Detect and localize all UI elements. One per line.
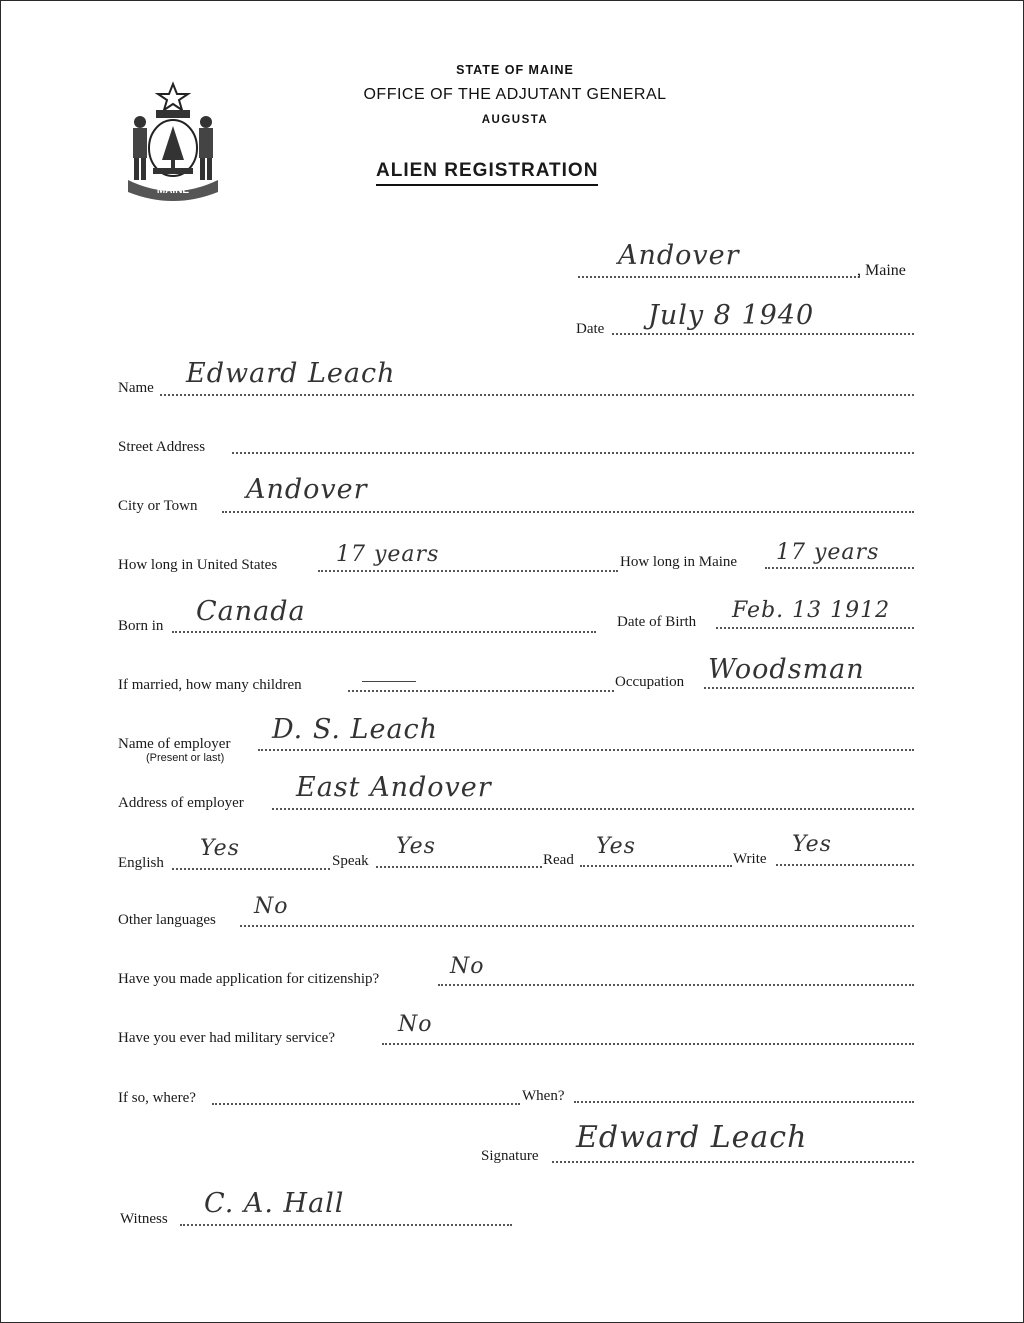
citizenship-value: No <box>450 954 485 979</box>
occupation-line <box>704 687 914 689</box>
how-long-maine-value: 17 years <box>776 540 880 565</box>
witness-value: C. A. Hall <box>204 1188 345 1219</box>
how-long-maine-line <box>765 567 914 569</box>
employer-address-line <box>272 808 914 810</box>
date-of-birth-line <box>716 627 914 629</box>
witness-label: Witness <box>120 1211 168 1227</box>
date-line <box>612 333 914 335</box>
place-value: Andover <box>618 240 740 271</box>
employer-address-label: Address of employer <box>118 795 244 811</box>
english-label: English <box>118 855 164 871</box>
occupation-value: Woodsman <box>708 654 865 685</box>
children-line <box>348 690 614 692</box>
signature-line <box>552 1161 914 1163</box>
how-long-maine-label: How long in Maine <box>620 554 738 570</box>
date-of-birth-label: Date of Birth <box>617 614 697 630</box>
employer-value: D. S. Leach <box>272 714 439 745</box>
children-dash <box>362 681 416 682</box>
name-label: Name <box>118 380 154 396</box>
where-label: If so, where? <box>118 1090 196 1106</box>
citizenship-line <box>438 984 914 986</box>
write-value: Yes <box>792 832 832 857</box>
employer-address-value: East Andover <box>296 772 492 803</box>
when-line <box>574 1101 914 1103</box>
other-languages-value: No <box>254 894 289 919</box>
how-long-us-value: 17 years <box>336 542 440 567</box>
employer-label: Name of employer <box>118 736 231 752</box>
read-value: Yes <box>596 834 636 859</box>
other-languages-line <box>240 925 914 927</box>
read-label: Read <box>543 852 574 868</box>
write-line <box>776 864 914 866</box>
name-value: Edward Leach <box>186 358 396 389</box>
street-line <box>232 452 914 454</box>
where-line <box>212 1103 520 1105</box>
speak-value: Yes <box>396 834 436 859</box>
svg-text:MAINE: MAINE <box>156 185 190 196</box>
place-suffix: , Maine <box>857 262 906 279</box>
date-label: Date <box>576 321 605 337</box>
employer-line <box>258 749 914 751</box>
how-long-us-line <box>318 570 618 572</box>
date-value: July 8 1940 <box>648 300 815 331</box>
english-value: Yes <box>200 836 240 861</box>
signature-value: Edward Leach <box>576 1120 808 1155</box>
born-in-value: Canada <box>196 596 306 627</box>
signature-label: Signature <box>481 1148 539 1164</box>
born-in-line <box>172 631 596 633</box>
city-value: Andover <box>246 474 368 505</box>
state-heading: STATE OF MAINE <box>456 63 574 77</box>
write-label: Write <box>733 851 767 867</box>
office-heading: OFFICE OF THE ADJUTANT GENERAL <box>363 86 667 103</box>
citizenship-label: Have you made application for citizenship? <box>118 971 380 987</box>
date-of-birth-value: Feb. 13 1912 <box>732 598 891 623</box>
military-line <box>382 1043 914 1045</box>
form-title: ALIEN REGISTRATION <box>376 160 598 186</box>
city-label: City or Town <box>118 498 198 514</box>
place-line <box>578 276 860 278</box>
street-label: Street Address <box>118 439 206 455</box>
city-heading: AUGUSTA <box>481 114 549 126</box>
speak-line <box>376 866 542 868</box>
children-label: If married, how many children <box>118 677 302 693</box>
name-line <box>160 394 914 396</box>
english-line <box>172 868 330 870</box>
read-line <box>580 865 732 867</box>
witness-line <box>180 1224 512 1226</box>
born-in-label: Born in <box>118 618 164 634</box>
city-line <box>222 511 914 513</box>
when-label: When? <box>522 1088 565 1104</box>
occupation-label: Occupation <box>615 674 685 690</box>
how-long-us-label: How long in United States <box>118 557 278 573</box>
other-languages-label: Other languages <box>118 912 216 928</box>
military-value: No <box>398 1012 433 1037</box>
speak-label: Speak <box>332 853 369 869</box>
employer-note: (Present or last) <box>146 752 225 764</box>
military-label: Have you ever had military service? <box>118 1030 335 1046</box>
